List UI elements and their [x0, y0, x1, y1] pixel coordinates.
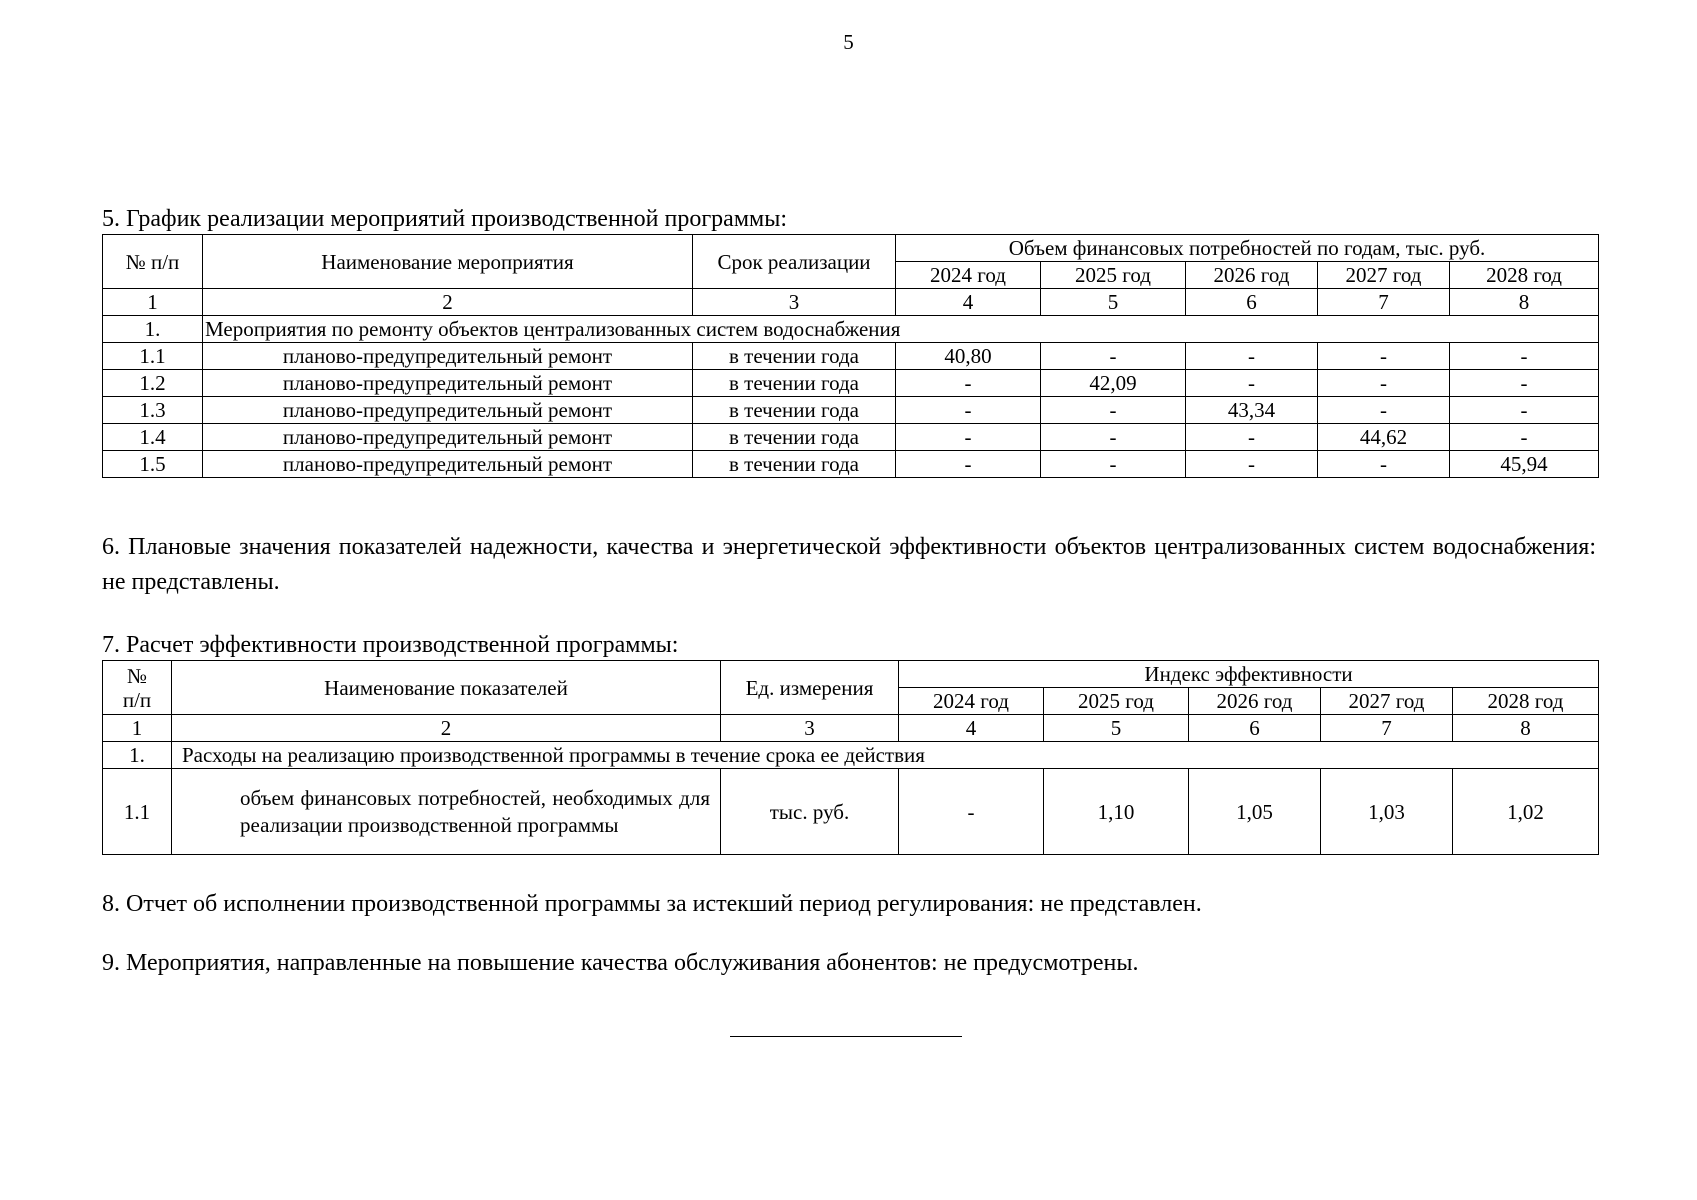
row-name: объем финансовых потребностей, необходимых для реализации производственной программы [172, 769, 721, 855]
header-year: 2025 год [1041, 262, 1186, 289]
section-title: Мероприятия по ремонту объектов централизованных систем водоснабжения [203, 316, 1599, 343]
header-num [103, 661, 172, 715]
row-value: - [1450, 424, 1599, 451]
header-index-group: Индекс эффективности [899, 661, 1599, 688]
column-index: 3 [693, 289, 896, 316]
header-num: № п/п [103, 235, 203, 289]
row-value: - [896, 451, 1041, 478]
column-index: 8 [1453, 715, 1599, 742]
column-index: 5 [1041, 289, 1186, 316]
header-year: 2028 год [1450, 262, 1599, 289]
row-name: планово-предупредительный ремонт [203, 451, 693, 478]
section-title: Расходы на реализацию производственной программы в течение срока ее действия [172, 742, 1599, 769]
efficiency-calculation-table [102, 660, 1599, 855]
closing-rule [730, 1036, 962, 1037]
header-year: 2024 год [896, 262, 1041, 289]
column-index: 6 [1186, 289, 1318, 316]
row-name: планово-предупредительный ремонт [203, 343, 693, 370]
column-index-row [103, 289, 1599, 316]
row-value: - [1186, 370, 1318, 397]
table-row [103, 343, 1599, 370]
header-year: 2027 год [1318, 262, 1450, 289]
header-financial-group: Объем финансовых потребностей по годам, тыс. руб. [896, 235, 1599, 262]
row-value: - [899, 769, 1044, 855]
header-year: 2026 год [1189, 688, 1321, 715]
row-num: 1.5 [103, 451, 203, 478]
row-term: в течении года [693, 451, 896, 478]
row-num: 1.3 [103, 397, 203, 424]
row-value: - [1186, 424, 1318, 451]
row-value: - [896, 370, 1041, 397]
table-row [103, 370, 1599, 397]
row-value: 1,10 [1044, 769, 1189, 855]
row-value: - [1318, 451, 1450, 478]
column-index: 2 [203, 289, 693, 316]
row-value: 45,94 [1450, 451, 1599, 478]
column-index: 4 [896, 289, 1041, 316]
page-number: 5 [843, 30, 854, 54]
row-num: 1.1 [103, 769, 172, 855]
section9-text: 9. Мероприятия, направленные на повышение качества обслуживания абонентов: не предусмотрены. [102, 950, 1139, 976]
row-value: - [896, 424, 1041, 451]
section-row [103, 742, 1599, 769]
row-value: - [1186, 451, 1318, 478]
section6-text: 6. Плановые значения показателей надежности, качества и энергетической эффективности объектов централизованных систем водоснабжения: не представлены. [102, 534, 1596, 595]
column-index: 2 [172, 715, 721, 742]
header-year: 2025 год [1044, 688, 1189, 715]
section5-heading: 5. График реализации мероприятий производственной программы: [102, 206, 787, 232]
row-value: 42,09 [1041, 370, 1186, 397]
row-value: 1,05 [1189, 769, 1321, 855]
row-num: 1.1 [103, 343, 203, 370]
row-term: в течении года [693, 370, 896, 397]
row-value: - [1318, 343, 1450, 370]
column-index: 1 [103, 715, 172, 742]
column-index: 7 [1321, 715, 1453, 742]
row-value: - [1450, 370, 1599, 397]
column-index: 3 [721, 715, 899, 742]
section-row [103, 316, 1599, 343]
row-value: - [1186, 343, 1318, 370]
header-year: 2027 год [1321, 688, 1453, 715]
row-term: в течении года [693, 424, 896, 451]
column-index: 8 [1450, 289, 1599, 316]
column-index: 6 [1189, 715, 1321, 742]
column-index: 7 [1318, 289, 1450, 316]
header-name: Наименование мероприятия [203, 235, 693, 289]
header-num-line1: № [126, 663, 148, 688]
table-header-row [103, 235, 1599, 262]
table-row [103, 769, 1599, 855]
row-value: - [1041, 343, 1186, 370]
header-year: 2024 год [899, 688, 1044, 715]
row-term: в течении года [693, 397, 896, 424]
row-value: 40,80 [896, 343, 1041, 370]
row-value: - [1041, 397, 1186, 424]
row-value: - [1318, 397, 1450, 424]
row-value: - [1450, 343, 1599, 370]
table-row [103, 397, 1599, 424]
section8-text: 8. Отчет об исполнении производственной программы за истекший период регулирования: не представлен. [102, 891, 1202, 917]
row-name: планово-предупредительный ремонт [203, 397, 693, 424]
row-value: - [1041, 424, 1186, 451]
row-value: - [1041, 451, 1186, 478]
row-name: планово-предупредительный ремонт [203, 370, 693, 397]
row-value: - [896, 397, 1041, 424]
column-index: 1 [103, 289, 203, 316]
row-value: 1,03 [1321, 769, 1453, 855]
table-row [103, 424, 1599, 451]
section7-heading: 7. Расчет эффективности производственной программы: [102, 632, 679, 658]
row-value: 44,62 [1318, 424, 1450, 451]
row-name: планово-предупредительный ремонт [203, 424, 693, 451]
header-unit: Ед. измерения [721, 661, 899, 715]
header-num-line2: п/п [122, 687, 152, 712]
row-unit: тыс. руб. [721, 769, 899, 855]
table-header-row [103, 661, 1599, 688]
table-row [103, 451, 1599, 478]
column-index: 4 [899, 715, 1044, 742]
row-value: 1,02 [1453, 769, 1599, 855]
column-index: 5 [1044, 715, 1189, 742]
column-index-row [103, 715, 1599, 742]
row-value: - [1450, 397, 1599, 424]
header-year: 2026 год [1186, 262, 1318, 289]
header-name: Наименование показателей [172, 661, 721, 715]
row-term: в течении года [693, 343, 896, 370]
section-num: 1. [103, 742, 172, 769]
implementation-schedule-table [102, 234, 1599, 478]
row-num: 1.2 [103, 370, 203, 397]
header-term: Срок реализации [693, 235, 896, 289]
section-num: 1. [103, 316, 203, 343]
row-value: - [1318, 370, 1450, 397]
row-value: 43,34 [1186, 397, 1318, 424]
row-num: 1.4 [103, 424, 203, 451]
header-year: 2028 год [1453, 688, 1599, 715]
